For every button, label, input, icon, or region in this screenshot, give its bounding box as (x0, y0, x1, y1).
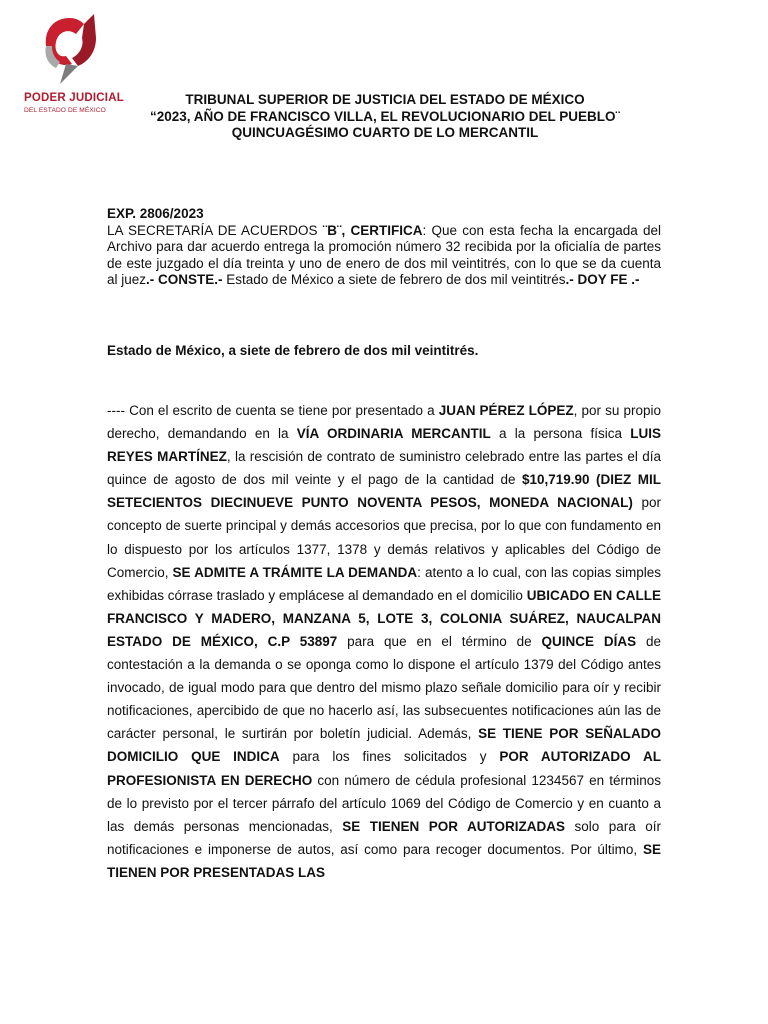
date-line: Estado de México, a siete de febrero de dos mil veintitrés. (107, 343, 479, 358)
body-text-3: a la persona física (490, 426, 631, 442)
body-text-9: para los fines solicitados y (279, 749, 500, 765)
body-text-6: : atento a lo cual, con las copias simples exhibidas córrase traslado y emplácese al demandado en el domicilio (107, 564, 661, 603)
body-bold-11: SE TIENEN POR PRESENTADAS LAS (107, 841, 661, 880)
body-bold-1: JUAN PÉREZ LÓPEZ (438, 403, 574, 418)
logo-subtitle: DEL ESTADO DE MÉXICO (24, 107, 106, 114)
certification-block (107, 206, 661, 289)
body-text-2: , por su propio derecho, demandando en la (107, 403, 661, 442)
case-number: EXP. 2806/2023 (107, 206, 204, 221)
header-court-name: TRIBUNAL SUPERIOR DE JUSTICIA DEL ESTADO DE MÉXICO (185, 92, 585, 107)
body-bold-2: VÍA ORDINARIA MERCANTIL (296, 426, 491, 442)
header-court-section: QUINCUAGÉSIMO CUARTO DE LO MERCANTIL (231, 125, 539, 141)
body-text-1: ---- Con el escrito de cuenta se tiene por presentado a (107, 403, 439, 418)
header-year-motto: “2023, AÑO DE FRANCISCO VILLA, EL REVOLUCIONARIO DEL PUEBLO¨ (149, 108, 621, 124)
body-text-5: por concepto de suerte principal y demás accesorios que precisa, por lo que con fundamento en lo dispuesto por los artículos 1377, 1378 y demás relativos y aplicables del Código de Comercio, (107, 495, 661, 580)
judicial-emblem-icon (38, 12, 102, 88)
cert-text-3: Estado de México a siete de febrero de dos mil veintitrés (222, 272, 566, 288)
cert-bold-3: .- DOY FE .- (565, 272, 640, 288)
body-bold-9: POR AUTORIZADO AL PROFESIONISTA EN DERECHO (107, 749, 661, 788)
body-text-4: , la rescisión de contrato de suministro celebrado entre las partes el día quince de agosto de dos mil veinte y el pago de la cantidad de (107, 449, 661, 488)
body-bold-7: QUINCE DÍAS (541, 633, 637, 649)
body-bold-3: LUIS REYES MARTÍNEZ (107, 426, 661, 465)
body-bold-5: SE ADMITE A TRÁMITE LA DEMANDA (172, 564, 418, 580)
cert-bold-1: ¨B¨, CERTIFICA (322, 222, 423, 238)
body-bold-4: $10,719.90 (DIEZ MIL SETECIENTOS DIECINUEVE PUNTO NOVENTA PESOS, MONEDA NACIONAL) (107, 472, 661, 511)
body-text-8: de contestación a la demanda o se oponga como lo dispone el artículo 1379 del Código antes invocado, de igual modo para que dentro del mismo plazo señale domicilio para oír y recibir notificaciones, apercibido de que no hacerlo así, las subsecuentes notificaciones aún las de carácter personal, le surtirán por boletín judicial. Además, (107, 633, 661, 742)
body-text-11: solo para oír notificaciones e imponerse de autos, así como para recoger documentos. Por último, (107, 818, 661, 857)
body-bold-6: UBICADO EN CALLE FRANCISCO Y MADERO, MANZANA 5, LOTE 3, COLONIA SUÁREZ, NAUCALPAN ESTADO DE MÉXICO, C.P 53897 (107, 587, 662, 649)
body-bold-10: SE TIENEN POR AUTORIZADAS (342, 818, 566, 834)
body-text-10: con número de cédula profesional 1234567 en términos de lo previsto por el tercer párrafo del artículo 1069 del Código de Comercio y en cuanto a las demás personas mencionadas, (107, 772, 661, 834)
cert-text-2: : Que con esta fecha la encargada del Archivo para dar acuerdo entrega la promoción número 32 recibida por la oficialía de partes de este juzgado el día treinta y uno de enero de dos mil veintitrés, con lo que se da cuenta al juez (107, 222, 662, 288)
document-header (120, 92, 650, 142)
certification-text (107, 223, 661, 289)
poder-judicial-logo (20, 12, 124, 116)
logo-title: PODER JUDICIAL (24, 92, 124, 104)
body-text-7: para que en el término de (337, 633, 542, 649)
resolution-body (107, 399, 661, 884)
cert-bold-2: .- CONSTE.- (146, 272, 223, 288)
body-bold-8: SE TIENE POR SEÑALADO DOMICILIO QUE INDICA (107, 726, 661, 765)
cert-text-1: LA SECRETARÍA DE ACUERDOS (107, 222, 323, 238)
